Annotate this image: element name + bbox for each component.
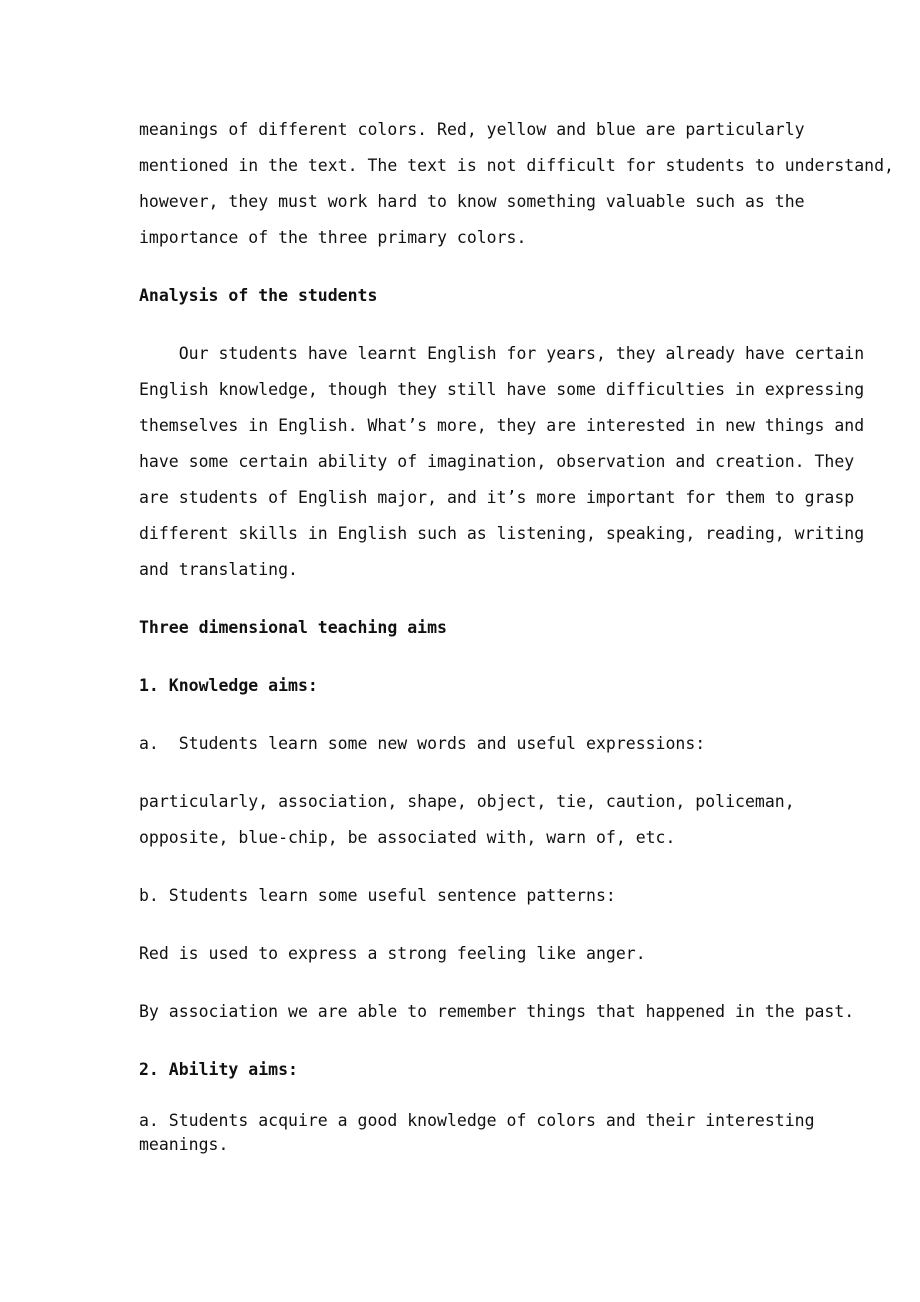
- analysis-line: have some certain ability of imagination, observation and creation. They: [139, 452, 855, 471]
- sentence-pattern: Red is used to express a strong feeling like anger.: [139, 944, 646, 963]
- analysis-line: are students of English major, and it’s more important for them to grasp: [139, 488, 855, 507]
- analysis-line: themselves in English. What’s more, they are interested in new things and: [139, 416, 865, 435]
- vocabulary-line: particularly, association, shape, object, tie, caution, policeman,: [139, 792, 795, 811]
- ability-a-line: a. Students acquire a good knowledge of colors and their interesting: [139, 1111, 815, 1130]
- knowledge-b-label: b. Students learn some useful sentence patterns:: [139, 886, 616, 905]
- analysis-line: different skills in English such as listening, speaking, reading, writing: [139, 524, 865, 543]
- aims-heading: Three dimensional teaching aims: [139, 618, 447, 637]
- knowledge-a-label: a. Students learn some new words and useful expressions:: [139, 734, 706, 753]
- analysis-heading: Analysis of the students: [139, 286, 378, 305]
- sentence-pattern: By association we are able to remember things that happened in the past.: [139, 1002, 855, 1021]
- ability-aims-heading: 2. Ability aims:: [139, 1060, 298, 1079]
- analysis-line: English knowledge, though they still have some difficulties in expressing: [139, 380, 865, 399]
- knowledge-aims-heading: 1. Knowledge aims:: [139, 676, 318, 695]
- intro-line: importance of the three primary colors.: [139, 228, 527, 247]
- analysis-line: and translating.: [139, 560, 298, 579]
- ability-a-line: meanings.: [139, 1135, 229, 1154]
- intro-line: meanings of different colors. Red, yellow and blue are particularly: [139, 120, 805, 139]
- analysis-line: Our students have learnt English for years, they already have certain: [139, 344, 865, 363]
- intro-line: however, they must work hard to know something valuable such as the: [139, 192, 805, 211]
- intro-line: mentioned in the text. The text is not difficult for students to understand,: [139, 156, 894, 175]
- vocabulary-line: opposite, blue-chip, be associated with, warn of, etc.: [139, 828, 676, 847]
